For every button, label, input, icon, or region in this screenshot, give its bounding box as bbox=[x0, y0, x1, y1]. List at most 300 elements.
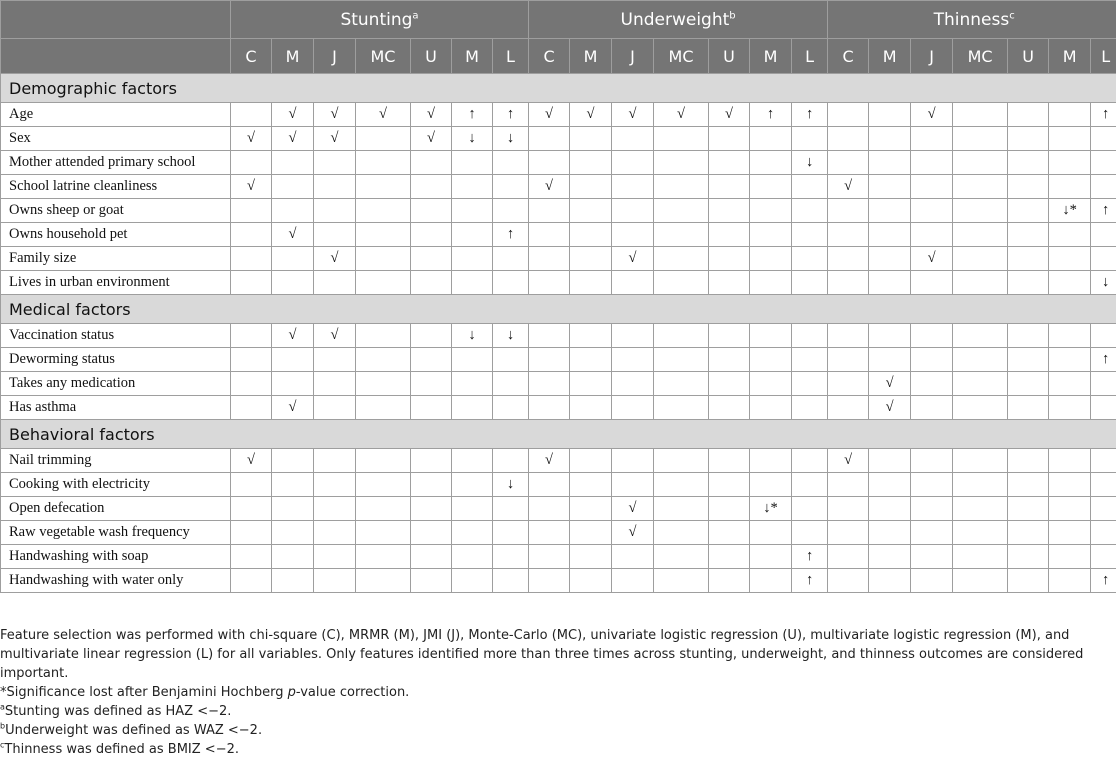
table-cell bbox=[529, 247, 570, 271]
table-cell: √ bbox=[314, 247, 356, 271]
table-cell bbox=[792, 372, 828, 396]
table-cell: ↑ bbox=[750, 103, 792, 127]
table-cell bbox=[314, 372, 356, 396]
table-cell bbox=[356, 247, 411, 271]
table-cell bbox=[750, 545, 792, 569]
table-cell bbox=[1091, 127, 1116, 151]
table-cell: ↓ bbox=[452, 324, 493, 348]
table-cell: √ bbox=[272, 396, 314, 420]
column-header: L bbox=[792, 39, 828, 74]
table-cell bbox=[1049, 271, 1091, 295]
table-cell bbox=[654, 151, 709, 175]
section-header bbox=[1, 295, 1116, 324]
table-cell bbox=[452, 372, 493, 396]
table-cell bbox=[750, 473, 792, 497]
table-cell bbox=[529, 569, 570, 593]
table-cell bbox=[411, 473, 452, 497]
table-cell bbox=[911, 223, 953, 247]
table-cell bbox=[356, 521, 411, 545]
table-cell bbox=[792, 127, 828, 151]
table-cell bbox=[452, 175, 493, 199]
table-cell bbox=[411, 324, 452, 348]
table-cell bbox=[493, 247, 529, 271]
table-cell bbox=[452, 521, 493, 545]
table-cell bbox=[1091, 175, 1116, 199]
table-cell bbox=[272, 497, 314, 521]
row-label: Owns household pet bbox=[1, 223, 231, 247]
table-cell bbox=[570, 372, 612, 396]
table-row bbox=[1, 521, 1116, 545]
column-header: C bbox=[529, 39, 570, 74]
table-cell bbox=[493, 569, 529, 593]
table-cell bbox=[314, 473, 356, 497]
table-cell bbox=[452, 449, 493, 473]
table-cell: ↓ bbox=[452, 127, 493, 151]
table-cell: ↑ bbox=[1091, 348, 1116, 372]
table-cell bbox=[911, 348, 953, 372]
table-cell bbox=[411, 247, 452, 271]
table-cell bbox=[493, 199, 529, 223]
table-cell bbox=[709, 199, 750, 223]
table-cell bbox=[231, 569, 272, 593]
table-cell bbox=[750, 324, 792, 348]
table-cell bbox=[911, 127, 953, 151]
table-cell bbox=[869, 247, 911, 271]
table-cell bbox=[1091, 372, 1116, 396]
table-cell bbox=[272, 175, 314, 199]
footnotes bbox=[0, 626, 1112, 759]
table-cell bbox=[452, 569, 493, 593]
table-cell bbox=[272, 372, 314, 396]
group-header-stunting: Stunting$^a$ bbox=[231, 1, 529, 39]
table-cell bbox=[570, 497, 612, 521]
table-cell bbox=[828, 348, 869, 372]
table-cell bbox=[231, 271, 272, 295]
table-cell bbox=[869, 569, 911, 593]
table-cell bbox=[869, 223, 911, 247]
table-cell bbox=[792, 497, 828, 521]
table-cell bbox=[911, 372, 953, 396]
column-header: L bbox=[493, 39, 529, 74]
table-cell bbox=[709, 247, 750, 271]
column-header: U bbox=[1008, 39, 1049, 74]
table-cell bbox=[529, 348, 570, 372]
table-cell bbox=[750, 247, 792, 271]
table-cell: ↓* bbox=[1049, 199, 1091, 223]
table-cell bbox=[231, 473, 272, 497]
table-cell bbox=[709, 271, 750, 295]
table-cell bbox=[869, 497, 911, 521]
table-cell bbox=[953, 324, 1008, 348]
table-cell bbox=[750, 127, 792, 151]
table-cell bbox=[411, 545, 452, 569]
table-cell bbox=[828, 569, 869, 593]
table-cell bbox=[1008, 127, 1049, 151]
table-cell bbox=[612, 348, 654, 372]
table-cell bbox=[529, 521, 570, 545]
table-cell bbox=[231, 223, 272, 247]
column-header: M bbox=[750, 39, 792, 74]
table-cell: √ bbox=[529, 175, 570, 199]
table-cell bbox=[1049, 473, 1091, 497]
table-cell bbox=[1049, 247, 1091, 271]
table-cell bbox=[1091, 396, 1116, 420]
group-header-underweight: Underweight$^b$ bbox=[529, 1, 828, 39]
table-cell bbox=[493, 449, 529, 473]
table-cell bbox=[314, 151, 356, 175]
table-cell bbox=[1008, 348, 1049, 372]
table-cell: ↓ bbox=[493, 473, 529, 497]
table-cell bbox=[1008, 199, 1049, 223]
table-cell bbox=[356, 324, 411, 348]
table-cell bbox=[612, 199, 654, 223]
table-cell bbox=[411, 497, 452, 521]
table-cell bbox=[792, 348, 828, 372]
table-cell bbox=[750, 271, 792, 295]
table-cell bbox=[869, 348, 911, 372]
table-cell bbox=[314, 569, 356, 593]
table-cell bbox=[411, 199, 452, 223]
table-cell bbox=[272, 473, 314, 497]
table-row bbox=[1, 271, 1116, 295]
table-cell bbox=[1091, 449, 1116, 473]
table-cell bbox=[709, 521, 750, 545]
table-cell bbox=[750, 175, 792, 199]
table-cell bbox=[1049, 324, 1091, 348]
table-cell bbox=[314, 175, 356, 199]
table-cell bbox=[953, 372, 1008, 396]
table-cell: ↑ bbox=[792, 103, 828, 127]
table-cell bbox=[750, 223, 792, 247]
table-cell bbox=[953, 103, 1008, 127]
table-cell bbox=[1091, 473, 1116, 497]
table-cell bbox=[529, 151, 570, 175]
table-cell bbox=[1091, 151, 1116, 175]
table-cell bbox=[411, 396, 452, 420]
table-cell bbox=[828, 151, 869, 175]
row-label: Handwashing with water only bbox=[1, 569, 231, 593]
column-header: C bbox=[828, 39, 869, 74]
table-cell bbox=[869, 521, 911, 545]
table-row bbox=[1, 103, 1116, 127]
table-cell bbox=[272, 521, 314, 545]
table-cell bbox=[314, 348, 356, 372]
table-cell: ↑ bbox=[1091, 569, 1116, 593]
table-cell: √ bbox=[911, 247, 953, 271]
table-cell bbox=[356, 175, 411, 199]
table-cell bbox=[911, 497, 953, 521]
table-cell bbox=[231, 521, 272, 545]
table-cell bbox=[356, 223, 411, 247]
table-cell bbox=[570, 396, 612, 420]
table-cell bbox=[612, 151, 654, 175]
footnote-b: $^b$Underweight was defined as WAZ <−2. bbox=[0, 721, 263, 738]
table-cell bbox=[356, 271, 411, 295]
table-cell: √ bbox=[272, 324, 314, 348]
table-cell: ↑ bbox=[493, 103, 529, 127]
table-cell bbox=[452, 199, 493, 223]
table-cell bbox=[452, 348, 493, 372]
group-header-row bbox=[1, 1, 1116, 39]
table-cell bbox=[612, 545, 654, 569]
table-cell bbox=[529, 545, 570, 569]
table-cell bbox=[1049, 223, 1091, 247]
table-cell: √ bbox=[231, 175, 272, 199]
table-cell bbox=[654, 473, 709, 497]
table-cell bbox=[452, 497, 493, 521]
table-cell: √ bbox=[709, 103, 750, 127]
table-cell bbox=[314, 199, 356, 223]
table-cell bbox=[953, 449, 1008, 473]
table-cell bbox=[272, 545, 314, 569]
table-cell bbox=[356, 473, 411, 497]
table-cell bbox=[709, 175, 750, 199]
row-label: Age bbox=[1, 103, 231, 127]
section-title: Behavioral factors bbox=[1, 420, 1116, 449]
table-cell bbox=[1008, 521, 1049, 545]
table-cell bbox=[1008, 372, 1049, 396]
column-header: L bbox=[1091, 39, 1116, 74]
table-cell bbox=[911, 324, 953, 348]
table-cell bbox=[792, 396, 828, 420]
table-cell: ↑ bbox=[792, 545, 828, 569]
table-cell bbox=[612, 271, 654, 295]
table-cell bbox=[314, 521, 356, 545]
footnote-a: $^a$Stunting was defined as HAZ <−2. bbox=[0, 702, 232, 719]
table-cell: √ bbox=[272, 103, 314, 127]
table-cell bbox=[750, 348, 792, 372]
table-cell bbox=[529, 497, 570, 521]
table-cell bbox=[356, 199, 411, 223]
table-cell bbox=[654, 175, 709, 199]
table-cell bbox=[1049, 103, 1091, 127]
table-cell bbox=[828, 223, 869, 247]
table-cell bbox=[529, 396, 570, 420]
table-cell: √ bbox=[828, 175, 869, 199]
table-cell bbox=[570, 175, 612, 199]
table-cell bbox=[953, 247, 1008, 271]
table-row bbox=[1, 199, 1116, 223]
table-row bbox=[1, 175, 1116, 199]
table-cell bbox=[570, 569, 612, 593]
table-cell bbox=[1049, 497, 1091, 521]
table-cell bbox=[911, 151, 953, 175]
table-cell bbox=[953, 473, 1008, 497]
table-cell bbox=[1008, 151, 1049, 175]
footnote-c: $^c$Thinness was defined as BMIZ <−2. bbox=[0, 740, 239, 757]
section-header bbox=[1, 74, 1116, 103]
table-cell bbox=[570, 521, 612, 545]
table-cell: ↓* bbox=[750, 497, 792, 521]
column-header: U bbox=[709, 39, 750, 74]
table-cell bbox=[709, 372, 750, 396]
table-cell bbox=[452, 473, 493, 497]
table-cell bbox=[792, 199, 828, 223]
table-cell: √ bbox=[272, 223, 314, 247]
table-cell bbox=[709, 449, 750, 473]
table-cell bbox=[953, 151, 1008, 175]
column-header: M bbox=[452, 39, 493, 74]
table-cell bbox=[869, 449, 911, 473]
table-cell bbox=[452, 247, 493, 271]
table-cell: √ bbox=[356, 103, 411, 127]
table-cell bbox=[570, 473, 612, 497]
table-row bbox=[1, 223, 1116, 247]
table-cell bbox=[612, 449, 654, 473]
table-cell bbox=[953, 127, 1008, 151]
column-header-row bbox=[1, 39, 1116, 74]
table-cell bbox=[1008, 271, 1049, 295]
header-blank bbox=[1, 39, 231, 74]
table-row bbox=[1, 348, 1116, 372]
table-cell bbox=[1049, 521, 1091, 545]
table-cell bbox=[828, 545, 869, 569]
footnote-star: *Significance lost after Benjamini Hochberg p-value correction. bbox=[0, 685, 410, 700]
table-cell bbox=[411, 449, 452, 473]
table-cell bbox=[654, 223, 709, 247]
table-cell bbox=[612, 223, 654, 247]
table-cell: √ bbox=[529, 449, 570, 473]
row-label: Nail trimming bbox=[1, 449, 231, 473]
table-cell bbox=[911, 449, 953, 473]
table-cell bbox=[231, 247, 272, 271]
row-label: Family size bbox=[1, 247, 231, 271]
table-cell bbox=[612, 473, 654, 497]
table-cell bbox=[654, 372, 709, 396]
table-cell bbox=[911, 396, 953, 420]
table-cell bbox=[828, 103, 869, 127]
table-cell: ↓ bbox=[493, 324, 529, 348]
table-cell bbox=[709, 348, 750, 372]
table-cell bbox=[709, 473, 750, 497]
table-cell bbox=[493, 348, 529, 372]
table-cell bbox=[231, 103, 272, 127]
table-row bbox=[1, 127, 1116, 151]
row-label: Handwashing with soap bbox=[1, 545, 231, 569]
table-cell: √ bbox=[231, 449, 272, 473]
table-cell bbox=[654, 127, 709, 151]
table-cell bbox=[1008, 473, 1049, 497]
table-cell bbox=[314, 271, 356, 295]
table-cell bbox=[750, 521, 792, 545]
table-cell bbox=[1008, 545, 1049, 569]
table-cell bbox=[792, 271, 828, 295]
row-label: Open defecation bbox=[1, 497, 231, 521]
table-cell bbox=[869, 151, 911, 175]
table-cell bbox=[654, 199, 709, 223]
table-cell: √ bbox=[272, 127, 314, 151]
table-cell bbox=[570, 127, 612, 151]
table-cell bbox=[869, 473, 911, 497]
table-cell bbox=[1008, 497, 1049, 521]
table-cell bbox=[828, 271, 869, 295]
table-cell bbox=[792, 473, 828, 497]
table-cell bbox=[356, 396, 411, 420]
table-cell bbox=[654, 271, 709, 295]
table-cell bbox=[570, 324, 612, 348]
table-cell bbox=[356, 348, 411, 372]
table-cell bbox=[953, 497, 1008, 521]
table-cell bbox=[493, 396, 529, 420]
column-header: C bbox=[231, 39, 272, 74]
table-cell bbox=[1008, 449, 1049, 473]
table-cell bbox=[411, 223, 452, 247]
row-label: Has asthma bbox=[1, 396, 231, 420]
table-cell bbox=[493, 151, 529, 175]
table-cell bbox=[411, 151, 452, 175]
row-label: Owns sheep or goat bbox=[1, 199, 231, 223]
table-cell bbox=[953, 521, 1008, 545]
table-cell bbox=[750, 449, 792, 473]
table-cell bbox=[750, 372, 792, 396]
table-cell bbox=[828, 372, 869, 396]
table-cell: ↓ bbox=[1091, 271, 1116, 295]
table-cell bbox=[1049, 449, 1091, 473]
table-cell bbox=[792, 521, 828, 545]
table-cell bbox=[493, 372, 529, 396]
table-cell bbox=[869, 324, 911, 348]
table-cell: ↑ bbox=[792, 569, 828, 593]
table-cell bbox=[911, 175, 953, 199]
table-cell bbox=[953, 569, 1008, 593]
table-cell: √ bbox=[612, 247, 654, 271]
header-blank bbox=[1, 1, 231, 39]
table-cell bbox=[529, 324, 570, 348]
table-cell bbox=[272, 569, 314, 593]
table-cell bbox=[792, 449, 828, 473]
table-cell: √ bbox=[314, 324, 356, 348]
table-cell bbox=[1008, 324, 1049, 348]
table-cell bbox=[869, 271, 911, 295]
table-cell bbox=[570, 247, 612, 271]
table-cell bbox=[493, 271, 529, 295]
table-cell bbox=[953, 545, 1008, 569]
table-cell bbox=[1049, 569, 1091, 593]
table-cell: √ bbox=[411, 103, 452, 127]
table-cell bbox=[869, 199, 911, 223]
table-cell bbox=[231, 324, 272, 348]
table-cell bbox=[1049, 151, 1091, 175]
table-cell bbox=[411, 569, 452, 593]
table-cell bbox=[570, 199, 612, 223]
table-cell bbox=[529, 127, 570, 151]
table-cell bbox=[1008, 223, 1049, 247]
table-cell bbox=[911, 569, 953, 593]
row-label: Cooking with electricity bbox=[1, 473, 231, 497]
table-cell: ↑ bbox=[452, 103, 493, 127]
table-cell bbox=[709, 545, 750, 569]
column-header: M bbox=[1049, 39, 1091, 74]
table-cell bbox=[709, 151, 750, 175]
table-cell: √ bbox=[612, 497, 654, 521]
table-cell bbox=[654, 521, 709, 545]
table-cell bbox=[709, 569, 750, 593]
table-cell bbox=[1049, 127, 1091, 151]
table-cell bbox=[828, 521, 869, 545]
table-cell bbox=[272, 449, 314, 473]
column-header: J bbox=[612, 39, 654, 74]
table-cell bbox=[452, 223, 493, 247]
table-cell bbox=[750, 199, 792, 223]
table-row bbox=[1, 497, 1116, 521]
column-header: U bbox=[411, 39, 452, 74]
table-cell bbox=[911, 521, 953, 545]
table-cell bbox=[411, 372, 452, 396]
table-cell bbox=[411, 175, 452, 199]
table-cell bbox=[953, 271, 1008, 295]
table-cell bbox=[709, 127, 750, 151]
table-cell bbox=[828, 127, 869, 151]
